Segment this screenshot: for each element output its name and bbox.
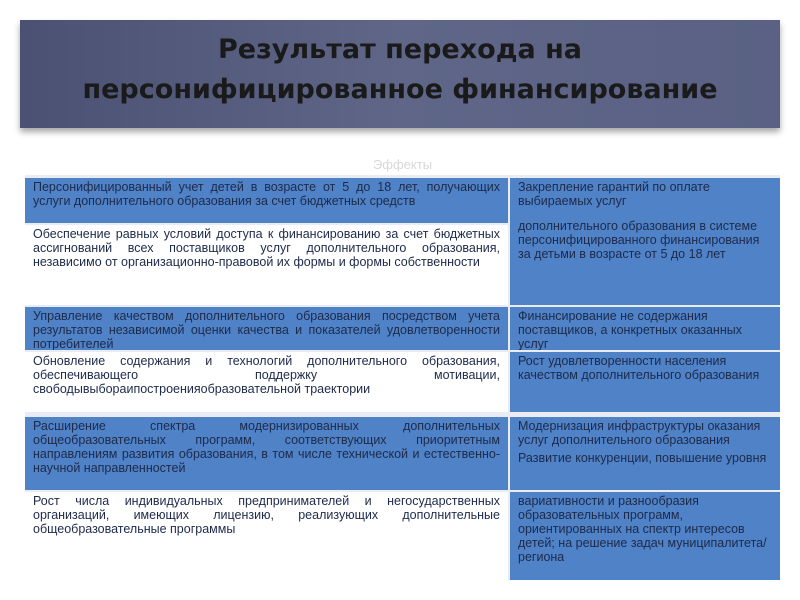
row4-right-cell: Рост удовлетворенности населения качеством дополнительного образования xyxy=(510,352,780,412)
row6-right-cell: вариативности и разнообразия образовательных программ, ориентированных на спектр интересов детей; на решение задач муниципалитета/региона xyxy=(510,492,780,580)
row6-left-cell: Рост числа индивидуальных предпринимателей и негосударственных организаций, имеющих лицензию, реализующих дополнительные общеобразовательные программы xyxy=(25,492,508,580)
table-header: Эффекты xyxy=(25,155,780,175)
slide-title xyxy=(0,30,800,110)
title-line-2: персонифицированное финансирование xyxy=(82,74,718,105)
row1-right-cell: Закрепление гарантий по оплате выбираемых услуг xyxy=(510,178,780,223)
row2-left-cell: Обеспечение равных условий доступа к финансированию за счет бюджетных ассигнований всех поставщиков услуг дополнительного образования, независимо от организационно-правовой их формы и формы собственности xyxy=(25,225,508,305)
title-line-1: Результат перехода на xyxy=(217,34,583,65)
row1-left-cell: Персонифицированный учет детей в возрасте от 5 до 18 лет, получающих услуги дополнительного образования за счет бюджетных средств xyxy=(25,178,508,223)
row5-right-text-1: Модернизация инфраструктуры оказания услуг дополнительного образования xyxy=(518,419,761,447)
row2-right-cell: дополнительного образования в системе персонифицированного финансирования за детьми в возрасте от 5 до 18 лет xyxy=(510,213,780,305)
effects-table xyxy=(25,155,780,580)
row3-right-cell: Финансирование не содержания поставщиков, а конкретных оказанных услуг xyxy=(510,307,780,350)
row5-left-cell: Расширение спектра модернизированных дополнительных общеобразовательных программ, соответствующих приоритетным направлениям развития образования, в том числе технической и естественно-научной направленностей xyxy=(25,417,508,490)
row3-left-cell: Управление качеством дополнительного образования посредством учета результатов независимой оценки качества и показателей удовлетворенности потребителей xyxy=(25,307,508,350)
row5-right-cell xyxy=(510,417,780,490)
row4-left-cell: Обновление содержания и технологий дополнительного образования, обеспечивающего поддержку мотивации, свободывыбораипостроенияобразовательной траектории xyxy=(25,352,508,412)
row5-right-text-2: Развитие конкуренции, повышение уровня xyxy=(518,451,767,465)
